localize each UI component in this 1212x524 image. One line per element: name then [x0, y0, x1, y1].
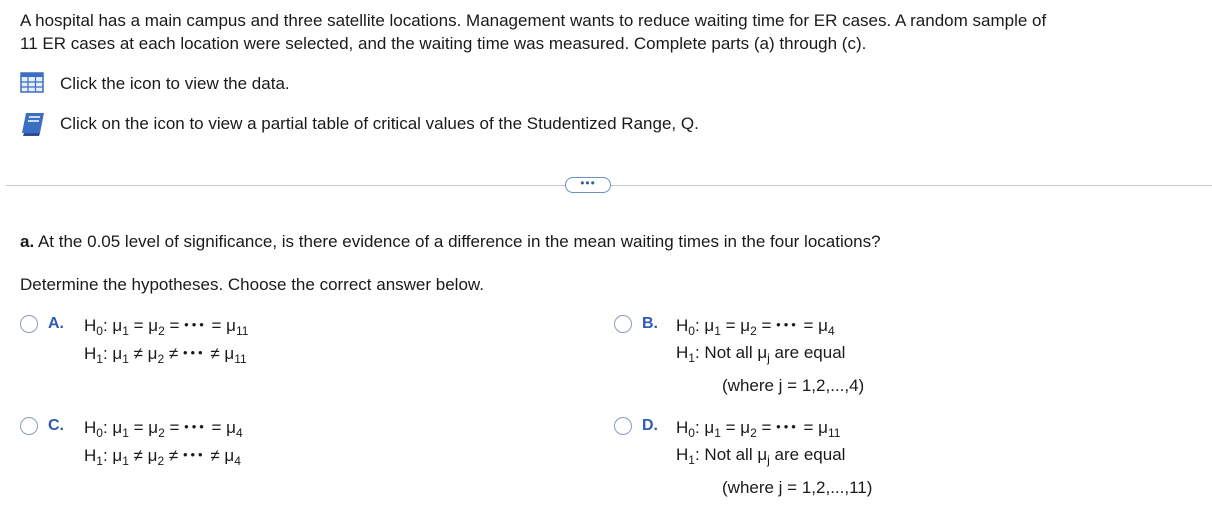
problem-text-line-2: 11 ER cases at each location were selected, and the waiting time was measured. Complete parts (a) through (c). — [20, 34, 867, 53]
option-d-h0: $H_0$: $\mu_1 = \mu_2$ = ••• = $\mu_{11}$ — [676, 418, 841, 440]
option-d-where: (where j = 1,2,...,11) — [722, 478, 873, 497]
option-b-h1-text: Not all μ — [704, 343, 768, 362]
option-b-h1-sub: j — [767, 351, 770, 365]
studentized-range-link-text[interactable]: Click on the icon to view a partial table of critical values of the Studentized Range, Q. — [60, 114, 699, 133]
option-b-letter[interactable]: B. — [642, 315, 658, 332]
option-b-h1-tail: are equal — [769, 343, 846, 362]
option-c-h1-sub: 4 — [234, 454, 241, 468]
data-link-text[interactable]: Click the icon to view the data. — [60, 74, 290, 93]
option-c-h0-sub: 4 — [235, 426, 243, 440]
option-c-letter[interactable]: C. — [48, 417, 64, 434]
option-b-h0: $H_0$: $\mu_1 = \mu_2$ = ••• = $\mu_4$ — [676, 316, 835, 338]
data-table-icon[interactable] — [20, 72, 46, 94]
question-a — [20, 231, 881, 253]
option-d-h0-sub: 11 — [827, 426, 841, 440]
option-d-h1-text: Not all μ — [704, 445, 768, 464]
option-b-radio[interactable] — [614, 315, 632, 333]
option-a-radio[interactable] — [20, 315, 38, 333]
option-c-h0: $H_0$: $\mu_1 = \mu_2$ = ••• = $\mu_4$ — [84, 418, 243, 440]
question-part-label: a. — [20, 232, 35, 251]
question-instruction: Determine the hypotheses. Choose the correct answer below. — [20, 275, 484, 294]
problem-text-line-1: A hospital has a main campus and three satellite locations. Management wants to reduce waiting time for ER cases. A random sample of — [20, 11, 1047, 30]
option-a-h0: $H_0$: $\mu_1 = \mu_2$ = ••• = $\mu_{11}$ — [84, 316, 249, 338]
option-b-where: (where j = 1,2,...,4) — [722, 376, 865, 395]
option-a-h1: $H_1$: $\mu_1 \ne \mu_2$ ≠ ••• ≠ $\mu_{11}$ — [84, 344, 247, 366]
option-d-h1: $H_1$: Not all $\mu_j$ are equal — [676, 445, 846, 467]
expand-more-button[interactable]: ••• — [565, 177, 611, 193]
option-d-h1-sub: j — [767, 453, 770, 467]
option-a-h0-sub: 11 — [235, 324, 249, 338]
option-b-h1: $H_1$: Not all $\mu_j$ are equal — [676, 343, 846, 365]
option-c-h1: $H_1$: $\mu_1 \ne \mu_2$ ≠ ••• ≠ $\mu_4$ — [84, 446, 241, 468]
option-d-letter[interactable]: D. — [642, 417, 658, 434]
option-a-letter[interactable]: A. — [48, 315, 64, 332]
option-d-h1-tail: are equal — [769, 445, 846, 464]
option-d-radio[interactable] — [614, 417, 632, 435]
option-b-h0-sub: 4 — [827, 324, 835, 338]
book-icon[interactable] — [20, 111, 48, 137]
option-a-h1-sub: 11 — [234, 352, 247, 366]
option-c-radio[interactable] — [20, 417, 38, 435]
question-part-text: At the 0.05 level of significance, is there evidence of a difference in the mean waiting times in the four locations? — [34, 232, 881, 251]
